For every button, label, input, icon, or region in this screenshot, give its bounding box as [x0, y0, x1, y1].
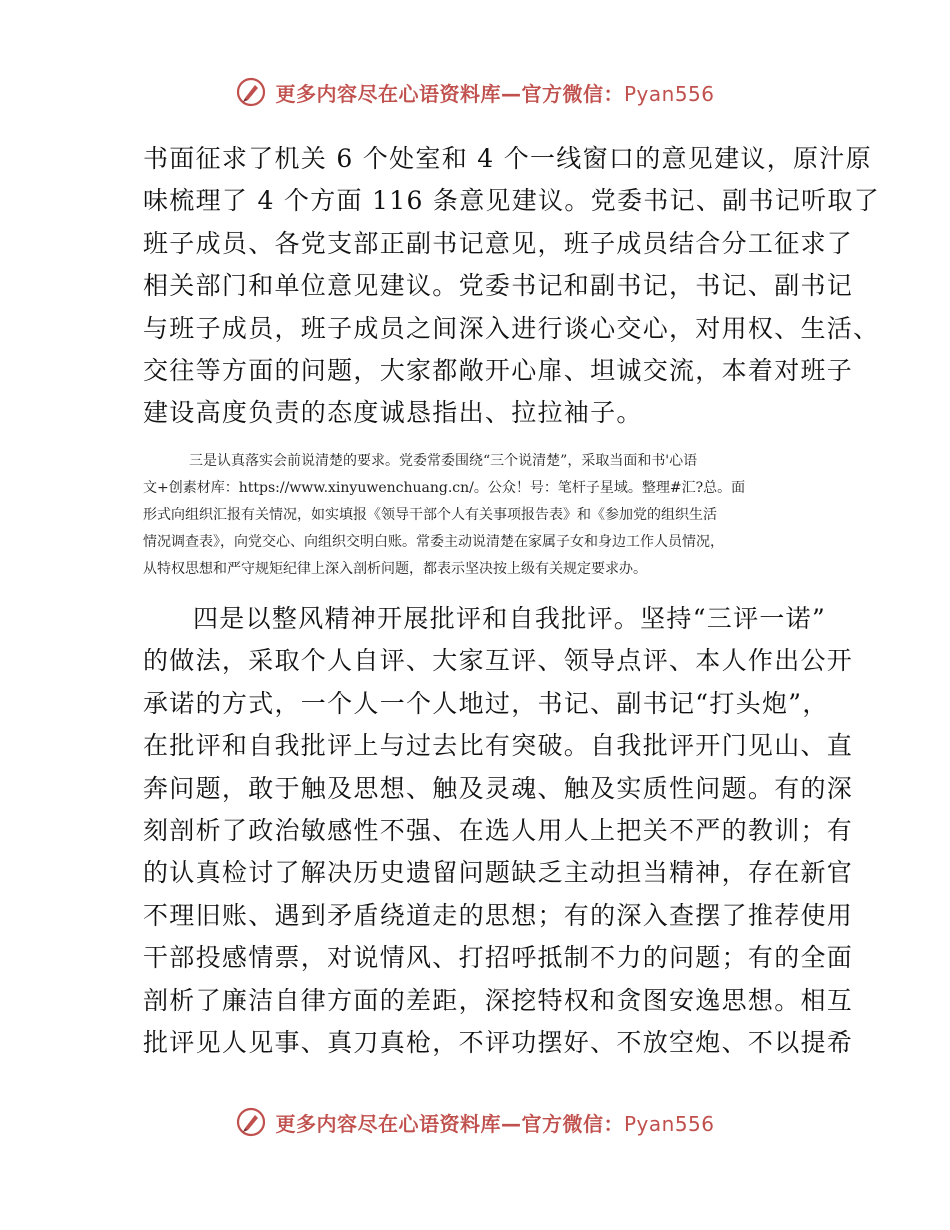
text-line: 从特权思想和严守规矩纪律上深入剖析问题，都表示坚决按上级有关规定要求办。 [143, 561, 647, 577]
pen-logo-icon [235, 1106, 267, 1138]
header-banner [0, 72, 950, 112]
text-line: 建设高度负责的态度诚恳指出、拉拉袖子。 [143, 398, 643, 428]
text-line: 情况调查表》，向党交心、向组织交明白账。常委主动说清楚在家属子女和身边工作人员情况， [143, 534, 724, 550]
pen-logo-icon [235, 76, 267, 108]
text-line: 不理旧账、遇到矛盾绕道走的思想；有的深入查摆了推荐使用 [143, 900, 854, 930]
text-line: 形式向组织汇报有关情况，如实填报《领导干部个人有关事项报告表》和《参加党的组织生活 [143, 507, 717, 523]
paragraph-3 [143, 598, 854, 1064]
text-line: 四是以整风精神开展批评和自我批评。坚持“三评一诺” [193, 604, 827, 633]
banner-label: 更多内容尽在心语资料库—官方微信： [275, 81, 624, 106]
text-line: 交往等方面的问题，大家都敞开心扉、坦诚交流，本着对班子 [143, 355, 854, 385]
text-line: 承诺的方式，一个人一个人地过，书记、副书记“打头炮”， [143, 688, 829, 718]
footer-banner [0, 1102, 950, 1142]
text-line: 在批评和自我批评上与过去比有突破。自我批评开门见山、直 [143, 731, 854, 761]
text-line: 的认真检讨了解决历史遗留问题缺乏主动担当精神，存在新官 [143, 858, 854, 888]
text-line: 刻剖析了政治敏感性不强、在选人用人上把关不严的教训；有 [143, 815, 854, 845]
text-line: 班子成员、各党支部正副书记意见，班子成员结合分工征求了 [143, 228, 854, 258]
banner-text [275, 78, 714, 107]
text-line: 与班子成员，班子成员之间深入进行谈心交心，对用权、生活、 [143, 313, 880, 343]
text-line: 干部投感情票，对说情风、打招呼抵制不力的问题；有的全面 [143, 943, 854, 973]
text-line: 味梳理了 4 个方面 116 条意见建议。党委书记、副书记听取了 [143, 186, 881, 216]
text-line: 相关部门和单位意见建议。党委书记和副书记，书记、副书记 [143, 271, 854, 301]
wechat-id: Pyan556 [623, 81, 715, 106]
paragraph-1 [143, 138, 881, 435]
text-line: 批评见人见事、真刀真枪，不评功摆好、不放空炮、不以提希 [143, 1027, 854, 1057]
text-line: 的做法，采取个人自评、大家互评、领导点评、本人作出公开 [143, 646, 854, 676]
text-line: 书面征求了机关 6 个处室和 4 个一线窗口的意见建议，原汁原 [143, 144, 872, 173]
text-line: 三是认真落实会前说清楚的要求。党委常委围绕“三个说清楚”，采取当面和书'心语 [189, 453, 698, 469]
text-line: 奔问题，敢于触及思想、触及灵魂、触及实质性问题。有的深 [143, 773, 854, 803]
text-line: 文+创素材库：https://www.xinyuwenchuang.cn/。公众！号：笔杆子星域。整理#汇?总。面 [143, 480, 746, 496]
banner-label: 更多内容尽在心语资料库—官方微信： [275, 1111, 624, 1136]
wechat-id: Pyan556 [623, 1111, 715, 1136]
text-line: 剖析了廉洁自律方面的差距，深挖特权和贪图安逸思想。相互 [143, 985, 854, 1015]
paragraph-2 [143, 448, 811, 583]
banner-text [275, 1108, 714, 1137]
